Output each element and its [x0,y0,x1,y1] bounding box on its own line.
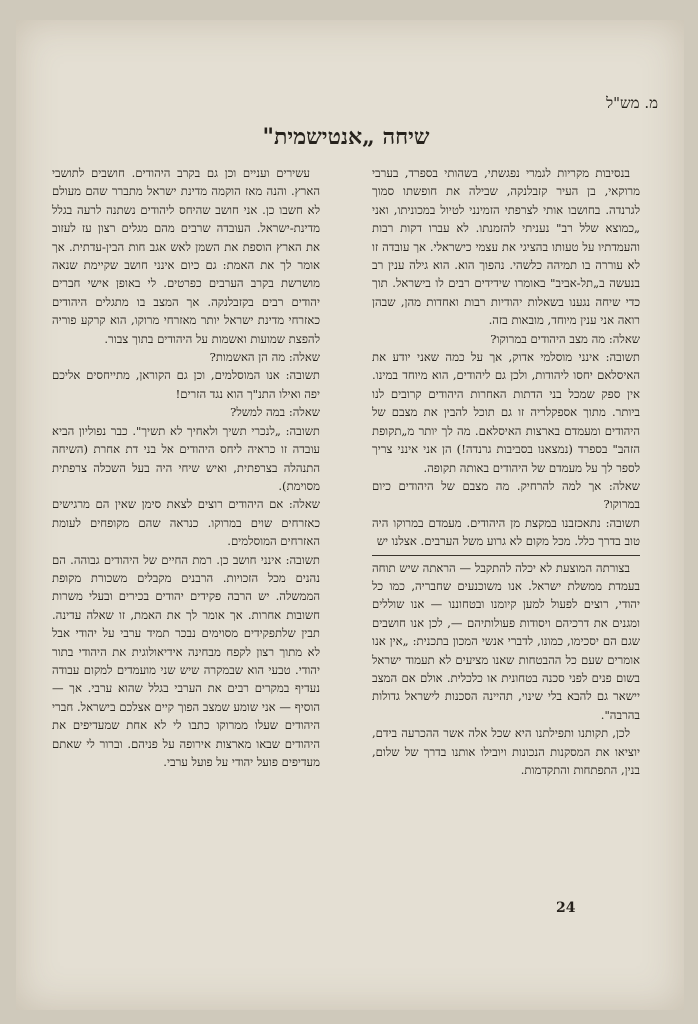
paragraph-text: אנו המוסלמים, וכן גם הקוראן, מתייחסים אליכם יפה ואילו התנ"ך הוא נגד הזרים! [52,368,320,401]
dialogue-paragraph [52,422,320,496]
body-paragraph [52,164,320,348]
paragraph-text: אינני מוסלמי אדוק, אך על כמה שאני יודע את האיסלאם יחסו ליהודות, ולכן גם ליהודים, הוא מיוחד במינו. אין ספק שמכל בני הדתות האחרות היהודים קרובים לנו ביותר. מתוך אספקלריה זו גם תוכל להבין את מצבם של היהודים ומעמדם בארצות האיסלאם. מה לך יותר מ„תקופת הזהב" בספרד (נמצאנו בסביבות גרנדה!) הן אני אינני צריך לספר לך על מעמדם של היהודים באותה תקופה. [372,350,640,475]
speaker-label: שאלה: [288,405,320,420]
speaker-label: שאלה: [288,350,320,365]
speaker-label: שאלה: [288,497,320,512]
dialogue-paragraph [52,551,320,772]
section-divider [372,555,640,556]
body-paragraph [372,559,640,725]
speaker-label: תשובה: [285,423,320,438]
column-left [52,164,320,771]
body-paragraph [372,724,640,779]
paragraph-text: אם היהודים רוצים לצאת סימן שאין הם מרגישים כאזרחים שוים במרוקו. כנראה שהם מקופחים לעומת האזרחים המוסלמים. [52,497,320,549]
dialogue-paragraph [372,477,640,514]
paragraph-text: במה למשל? [230,405,286,420]
speaker-label: תשובה: [285,368,320,383]
paragraph-text: מה הן האשמות? [209,350,286,365]
dialogue-paragraph [52,366,320,403]
page [16,20,684,1010]
paragraph-text: מה מצב היהודים במרוקו? [490,331,606,346]
speaker-label: תשובה: [605,515,641,530]
speaker-label: שאלה: [608,478,640,493]
dialogue-paragraph [52,403,320,421]
paragraph-text: עשירים ועניים וכן גם בקרב היהודים. חושבים לתושבי הארץ. והנה מאז הוקמה מדינת ישראל מתברר שהם מעולם לא חשבו כן. אני חושב שהיחס ליהודים נשתנה לרעה בגלל מדינת-ישראל. העובדה שרבים מהם מגלים רצון עז לעזוב את הארץ הוספת את השמן לאש אגב חות הבין-עדתית. אך אומר לך את האמת: גם כיום אינני חושב שקיימת שנאה מושרשת בקרב הערבים כפרטים. לי באופן אישי חברים יהודים רבים בקזבלנקה. אך המצב בו מתגלים היהודים כאזרחי מדינת ישראל יותר מאזרחי מרוקו, הוא קרקע פוריה להפצת שמועות ואשמות על היהודים בתוך צבור. [52,166,320,346]
dialogue-paragraph [372,348,640,477]
speaker-label: שאלה: [608,331,640,346]
dialogue-paragraph [52,348,320,366]
dialogue-paragraph [372,330,640,348]
paragraph-text: בנסיבות מקריות לגמרי נפגשתי, בשהותי בספרד, בערבי מרוקאי, בן העיר קזבלנקה, שבילה את חופשתו סמוך לגרנדה. בחושבו אותי לצרפתי הזמינני לטיול במכוניתו, ואני „כמוצא שלל רב" נעניתי להזמנתו. לא עברו דקות רבות והעמדתיו על טעותו בהציגי את עצמי כישראלי. אך עובדה זו לא עוררה בו תמיהה כלשהי. נהפוך הוא. הוא גילה ענין רב בנעשה ב„תל-אביב" באומרו שידידים רבים לו בישראל. תוך כדי שיחה נגענו בשאלות יהודיות רבות ואחדות מהן, שבהן רואה אני ענין מיוחד, מובאות בזה. [372,166,640,328]
dialogue-paragraph [372,514,640,551]
page-number: 24 [556,900,576,916]
paragraph-text: אך למה להרחיק. מה מצבם של היהודים כיום במרוקו? [372,478,640,512]
paragraph-text: לכן, תקותנו ותפילתנו היא שכל אלה אשר ההכרעה בידם, יוציאו את המסקנות הנכונות ויובילו אותנו בדרך של שלום, בנין, התפתחות והתקדמות. [372,726,640,777]
paragraph-text: „לנכרי תשיך ולאחיך לא תשיך". כבר נפוליון הביא עובדה זו כראיה ליחס היהודים אל בני דת אחרת (השיחה התנהלה בצרפתית, ואיש שיחי היה בעל השכלה צרפתית מסוימת). [52,423,320,493]
paragraph-text: בצורתה המוצעת לא יכלה להתקבל — הראתה שיש תוחה בעמדת ממשלת ישראל. אנו משוכנעים שחבריה, כמו כל יהודי, רוצים לפעול למען קיומנו ובטחוננו — אנו שוללים ומגנים את דרכיהם ויסודות פעולותיהם —, לכן אנו חושבים שגם הם יסכימו, כמונו, לדברי אנשי המכון בתכנית: „אין אנו אומרים שעם כל ההבטחות שאנו מציעים לא תעמוד ישראל בשום פנים לפני סכנה בטחונית או כלכלית. אולם אם המצב יישאר גם להבא בלי שינוי, תהיינה הסכנות לישראל גדולות בהרבה". [372,560,640,722]
speaker-label: תשובה: [285,552,321,567]
paragraph-text: אינני חושב כן. רמת החיים של היהודים גבוהה. הם נהנים מכל הזכויות. הרבנים מקבלים משכורת מקופת הממשלה. יש הרבה פקידים יהודים בכירים ובעלי משרות חשובות אחרות. אך אומר לך את האמת, זו שאלה עדינה. תבין שלתפקידים מסוימים נבכר תמיד ערבי על יהודי אבל לא מתוך רצון לקפח מבחינה אידיאולוגית את היהודי בתור יהודי. טבעי הוא שבמקרה שיש שני מועמדים למקום עבודה נעדיף במקרים רבים את הערבי בגלל שהוא ערבי. אך — הוסיף — אני שומע שמצב הפוך קיים אצלכם בישראל. חברי היהודים שעלו ממרוקו כתבו לי לא אחת שמעדיפים את היהודים שבאו מארצות אירופה על פניהם. וברור לי שאתם מעדיפים פועל יהודי על פועל ערבי. [52,552,320,769]
paragraph-text: נתאכזבנו במקצת מן היהודים. מעמדם במרוקו היה טוב בדרך כלל. מכל מקום לא גרוע משל הערבים. אצלנו יש [372,515,640,549]
article-title: שיחה „אנטישמית" [262,124,430,150]
author-name: מ. מש"ל [606,94,658,112]
dialogue-paragraph [52,495,320,550]
speaker-label: תשובה: [605,350,641,365]
column-right [372,164,640,779]
body-paragraph [372,164,640,330]
